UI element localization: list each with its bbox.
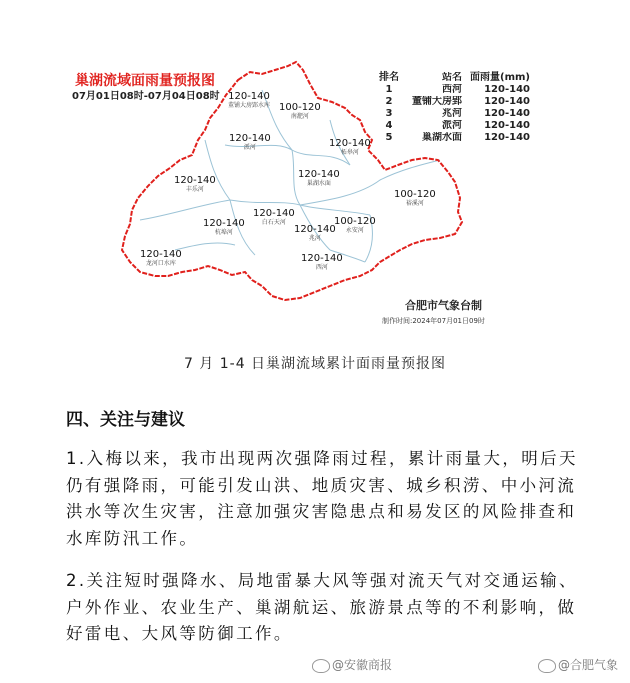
region-label: 100-120 南淝河 bbox=[279, 102, 321, 120]
figure-caption: 7 月 1-4 日巢湖流域累计面雨量预报图 bbox=[183, 356, 447, 372]
map-made-time: 制作时间:2024年07月01日09时 bbox=[382, 317, 485, 325]
ranking-header: 排名 站名 面雨量(mm) bbox=[379, 72, 530, 83]
region-label: 120-140 兆河 bbox=[294, 224, 336, 242]
basin-map-graphic bbox=[0, 0, 630, 335]
ranking-row: 1 西河 120-140 bbox=[385, 84, 530, 95]
rainfall-forecast-map bbox=[0, 0, 630, 335]
region-label: 120-140 丰乐河 bbox=[174, 175, 216, 193]
region-label: 120-140 西河 bbox=[301, 253, 343, 271]
region-label: 100-120 裕溪河 bbox=[394, 189, 436, 207]
region-label: 120-140 派河 bbox=[229, 133, 271, 151]
region-label: 120-140 巢湖水面 bbox=[298, 169, 340, 187]
weibo-icon bbox=[538, 659, 556, 673]
ranking-table bbox=[372, 72, 530, 144]
ranking-row: 4 派河 120-140 bbox=[385, 120, 530, 131]
watermark-hefei-weather: @合肥气象 bbox=[538, 656, 618, 673]
map-publisher: 合肥市气象台制 bbox=[405, 299, 482, 312]
ranking-row: 3 兆河 120-140 bbox=[385, 108, 530, 119]
ranking-row: 5 巢湖水面 120-140 bbox=[385, 132, 530, 143]
region-label: 120-140 龙河口水库 bbox=[140, 249, 182, 267]
region-label: 120-140 董铺大房郢水库 bbox=[228, 91, 271, 109]
region-label: 100-120 永安河 bbox=[334, 216, 376, 234]
region-label: 120-140 白石天河 bbox=[253, 208, 295, 226]
ranking-row: 2 董铺大房郢 120-140 bbox=[385, 96, 530, 107]
region-label: 120-140 柘皋河 bbox=[329, 138, 371, 156]
paragraph-1: 1.入梅以来，我市出现两次强降雨过程，累计雨量大，明后天仍有强降雨，可能引发山洪、地质灾害、城乡积涝、中小河流洪水等次生灾害，注意加强灾害隐患点和易发区的风险排查和水库防汛工作。 bbox=[66, 449, 578, 548]
region-label: 120-140 杭埠河 bbox=[203, 218, 245, 236]
weibo-icon bbox=[312, 659, 330, 673]
paragraph-2: 2.关注短时强降水、局地雷暴大风等强对流天气对交通运输、户外作业、农业生产、巢湖航运、旅游景点等的不利影响，做好雷电、大风等防御工作。 bbox=[66, 571, 578, 643]
map-period: 07月01日08时-07月04日08时 bbox=[72, 91, 220, 102]
map-title: 巢湖流域面雨量预报图 bbox=[75, 73, 215, 89]
section-heading: 四、关注与建议 bbox=[66, 410, 185, 430]
watermark-anhui-commercial: @安徽商报 bbox=[312, 656, 392, 673]
